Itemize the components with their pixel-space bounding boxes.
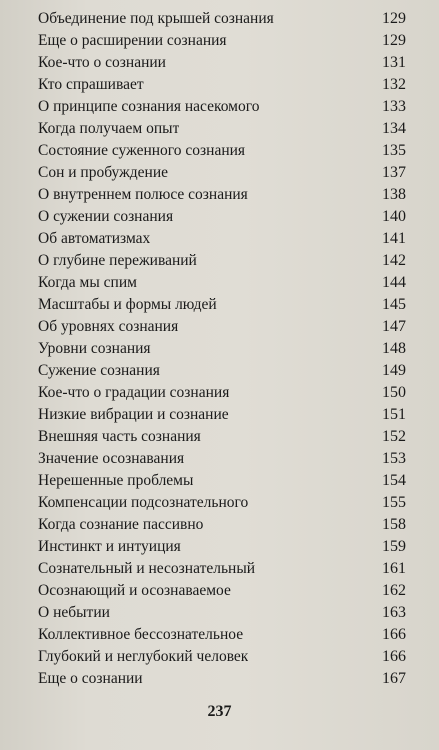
toc-entry — [38, 30, 406, 52]
toc-entry-title: Когда сознание пассивно — [38, 516, 204, 533]
toc-entry-title: Объединение под крышей сознания — [38, 10, 274, 27]
table-of-contents — [38, 8, 406, 690]
toc-entry — [38, 316, 406, 338]
toc-entry-page: 158 — [382, 516, 406, 533]
toc-entry — [38, 74, 406, 96]
toc-entry-title: Нерешенные проблемы — [38, 472, 194, 489]
toc-entry-page: 167 — [382, 670, 406, 687]
toc-entry — [38, 140, 406, 162]
toc-entry — [38, 602, 406, 624]
toc-entry-page: 150 — [382, 384, 406, 401]
toc-entry-title: О глубине переживаний — [38, 252, 197, 269]
toc-entry-title: Еще о сознании — [38, 670, 143, 687]
toc-entry-title: Коллективное бессознательное — [38, 626, 244, 643]
toc-entry — [38, 404, 406, 426]
toc-entry-title: О небытии — [38, 604, 110, 621]
toc-entry — [38, 272, 406, 294]
toc-entry-title: Состояние суженного сознания — [38, 142, 246, 159]
toc-entry-page: 138 — [382, 186, 406, 203]
toc-entry-title: Сон и пробуждение — [38, 164, 169, 181]
toc-entry-page: 133 — [382, 98, 406, 115]
toc-entry — [38, 470, 406, 492]
toc-entry-page: 141 — [382, 230, 406, 247]
toc-entry-title: Компенсации подсознательного — [38, 494, 249, 511]
toc-entry-page: 129 — [382, 32, 406, 49]
toc-entry-title: Инстинкт и интуиция — [38, 538, 181, 555]
toc-entry-title: Сужение сознания — [38, 362, 160, 379]
toc-entry-page: 155 — [382, 494, 406, 511]
toc-entry — [38, 580, 406, 602]
toc-entry — [38, 536, 406, 558]
toc-entry — [38, 8, 406, 30]
toc-entry-page: 144 — [382, 274, 406, 291]
toc-entry — [38, 646, 406, 668]
toc-entry-title: Об автоматизмах — [38, 230, 151, 247]
toc-entry-title: Когда получаем опыт — [38, 120, 180, 137]
toc-entry-title: О сужении сознания — [38, 208, 174, 225]
toc-entry-title: О принципе сознания насекомого — [38, 98, 260, 115]
toc-entry — [38, 558, 406, 580]
toc-entry-page: 135 — [382, 142, 406, 159]
toc-entry-page: 142 — [382, 252, 406, 269]
toc-entry-page: 131 — [382, 54, 406, 71]
toc-entry-title: Кое-что о градации сознания — [38, 384, 230, 401]
toc-entry — [38, 382, 406, 404]
toc-entry-title: Кто спрашивает — [38, 76, 144, 93]
toc-entry — [38, 250, 406, 272]
toc-entry-page: 163 — [382, 604, 406, 621]
toc-entry-page: 152 — [382, 428, 406, 445]
toc-entry — [38, 228, 406, 250]
toc-entry — [38, 294, 406, 316]
toc-entry — [38, 492, 406, 514]
toc-entry — [38, 360, 406, 382]
toc-entry-page: 153 — [382, 450, 406, 467]
toc-entry-title: Кое-что о сознании — [38, 54, 166, 71]
toc-entry-title: Значение осознавания — [38, 450, 185, 467]
toc-entry — [38, 96, 406, 118]
toc-entry — [38, 668, 406, 690]
toc-entry-page: 134 — [382, 120, 406, 137]
toc-entry-title: Глубокий и неглубокий человек — [38, 648, 249, 665]
toc-entry — [38, 162, 406, 184]
toc-entry — [38, 338, 406, 360]
toc-entry-title: Когда мы спим — [38, 274, 137, 291]
page-number: 237 — [207, 703, 232, 720]
toc-entry-page: 166 — [382, 648, 406, 665]
toc-entry-title: Осознающий и осознаваемое — [38, 582, 231, 599]
toc-entry-title: Еще о расширении сознания — [38, 32, 227, 49]
toc-entry-page: 151 — [382, 406, 406, 423]
toc-entry-page: 145 — [382, 296, 406, 313]
toc-entry-page: 148 — [382, 340, 406, 357]
toc-entry-title: Сознательный и несознательный — [38, 560, 256, 577]
toc-entry-page: 140 — [382, 208, 406, 225]
toc-entry-page: 159 — [382, 538, 406, 555]
toc-entry-page: 166 — [382, 626, 406, 643]
toc-entry — [38, 206, 406, 228]
toc-entry-page: 132 — [382, 76, 406, 93]
toc-entry-title: Внешняя часть сознания — [38, 428, 201, 445]
toc-entry-page: 149 — [382, 362, 406, 379]
toc-entry — [38, 514, 406, 536]
toc-entry-page: 161 — [382, 560, 406, 577]
toc-entry-page: 147 — [382, 318, 406, 335]
toc-entry-title: Уровни сознания — [38, 340, 151, 357]
toc-entry-page: 129 — [382, 10, 406, 27]
toc-entry — [38, 624, 406, 646]
toc-entry-title: Масштабы и формы людей — [38, 296, 217, 313]
toc-entry-page: 137 — [382, 164, 406, 181]
toc-entry-title: Об уровнях сознания — [38, 318, 179, 335]
toc-entry — [38, 426, 406, 448]
toc-entry — [38, 52, 406, 74]
toc-entry — [38, 448, 406, 470]
toc-entry-page: 154 — [382, 472, 406, 489]
toc-entry-title: О внутреннем полюсе сознания — [38, 186, 248, 203]
toc-entry-page: 162 — [382, 582, 406, 599]
toc-entry — [38, 118, 406, 140]
toc-entry-title: Низкие вибрации и сознание — [38, 406, 229, 423]
toc-entry — [38, 184, 406, 206]
